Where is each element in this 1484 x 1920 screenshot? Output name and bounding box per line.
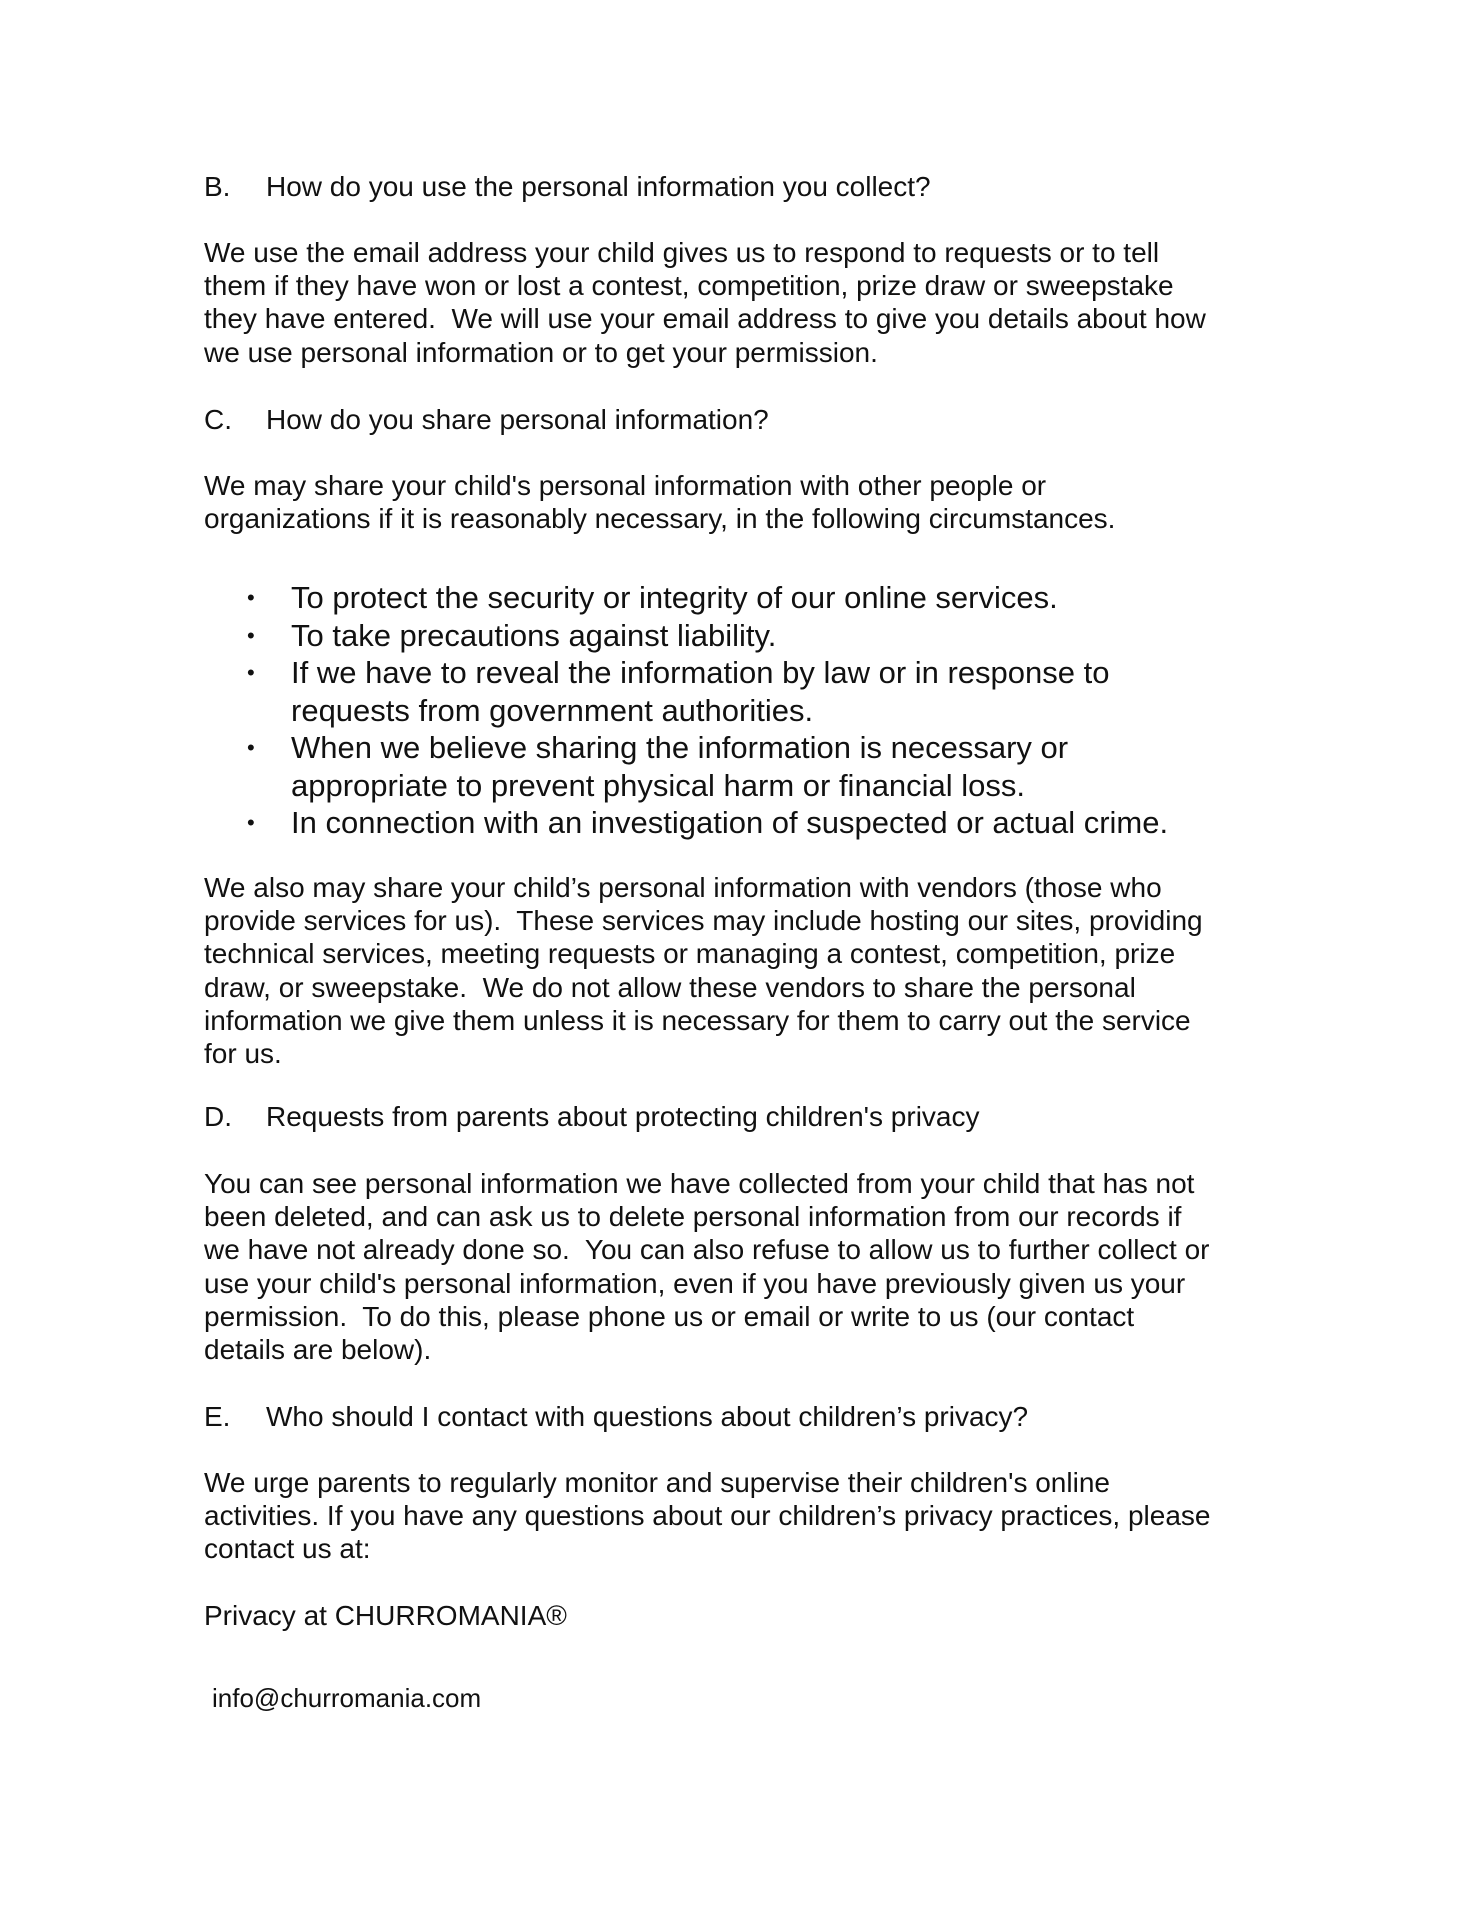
section-b-body: We use the email address your child gives us to respond to requests or to tell them if they have won or lost a contest, competition, prize draw or sweepstake they have entered. We will use your email address to give you details about how we use personal information or to get your permission. (204, 237, 1206, 368)
list-item (204, 729, 1168, 804)
section-d-heading (204, 1100, 979, 1133)
list-item-text: To take precautions against liability. (291, 617, 777, 653)
bullet-icon: • (247, 735, 255, 760)
section-c-heading (204, 403, 769, 436)
bullet-icon: • (247, 585, 255, 610)
list-item (204, 579, 1168, 617)
list-item-text: In connection with an investigation of suspected or actual crime. (291, 805, 1169, 840)
contact-email[interactable]: info@churromania.com (212, 1683, 482, 1713)
section-c-intro: We may share your child's personal information with other people or organizations if it is reasonably necessary, in the following circumstances. (204, 470, 1116, 535)
list-item (204, 617, 1168, 655)
list-item-text: To protect the security or integrity of our online services. (291, 580, 1058, 615)
section-d-letter: D. (204, 1101, 232, 1132)
list-item (204, 804, 1168, 842)
sharing-circumstances-list (204, 579, 1168, 842)
section-e-letter: E. (204, 1401, 231, 1432)
contact-name: Privacy at CHURROMANIA® (204, 1600, 567, 1631)
section-e-body: We urge parents to regularly monitor and supervise their children's online activities. If you have any questions about our children’s privacy practices, please contact us at: (204, 1467, 1211, 1565)
bullet-icon: • (247, 622, 255, 648)
bullet-icon: • (247, 660, 255, 685)
bullet-icon: • (247, 810, 255, 835)
list-item-text: When we believe sharing the information is necessary or appropriate to prevent physical harm or financial loss. (291, 730, 1069, 803)
section-e-heading (204, 1400, 1028, 1433)
list-item-text: If we have to reveal the information by law or in response to requests from government authorities. (291, 655, 1110, 728)
section-e-title: Who should I contact with questions about children’s privacy? (266, 1401, 1029, 1432)
section-c-letter: C. (204, 404, 232, 435)
section-b-title: How do you use the personal information you collect? (266, 171, 931, 202)
section-d-body: You can see personal information we have collected from your child that has not been deleted, and can ask us to delete personal information from our records if we have not already done so. You can also refuse to allow us to further collect or use your child's personal information, even if you have previously given us your permission. To do this, please phone us or email or write to us (our contact details are below). (204, 1168, 1210, 1366)
section-c-title: How do you share personal information? (266, 404, 769, 435)
section-b-heading (204, 170, 931, 203)
list-item (204, 654, 1168, 729)
section-b-letter: B. (204, 171, 231, 202)
section-c-vendors: We also may share your child’s personal information with vendors (those who provide services for us). These services may include hosting our sites, providing technical services, meeting requests or managing a contest, competition, prize draw, or sweepstake. We do not allow these vendors to share the personal information we give them unless it is necessary for them to carry out the service for us. (204, 872, 1203, 1070)
section-d-title: Requests from parents about protecting children's privacy (266, 1101, 980, 1132)
